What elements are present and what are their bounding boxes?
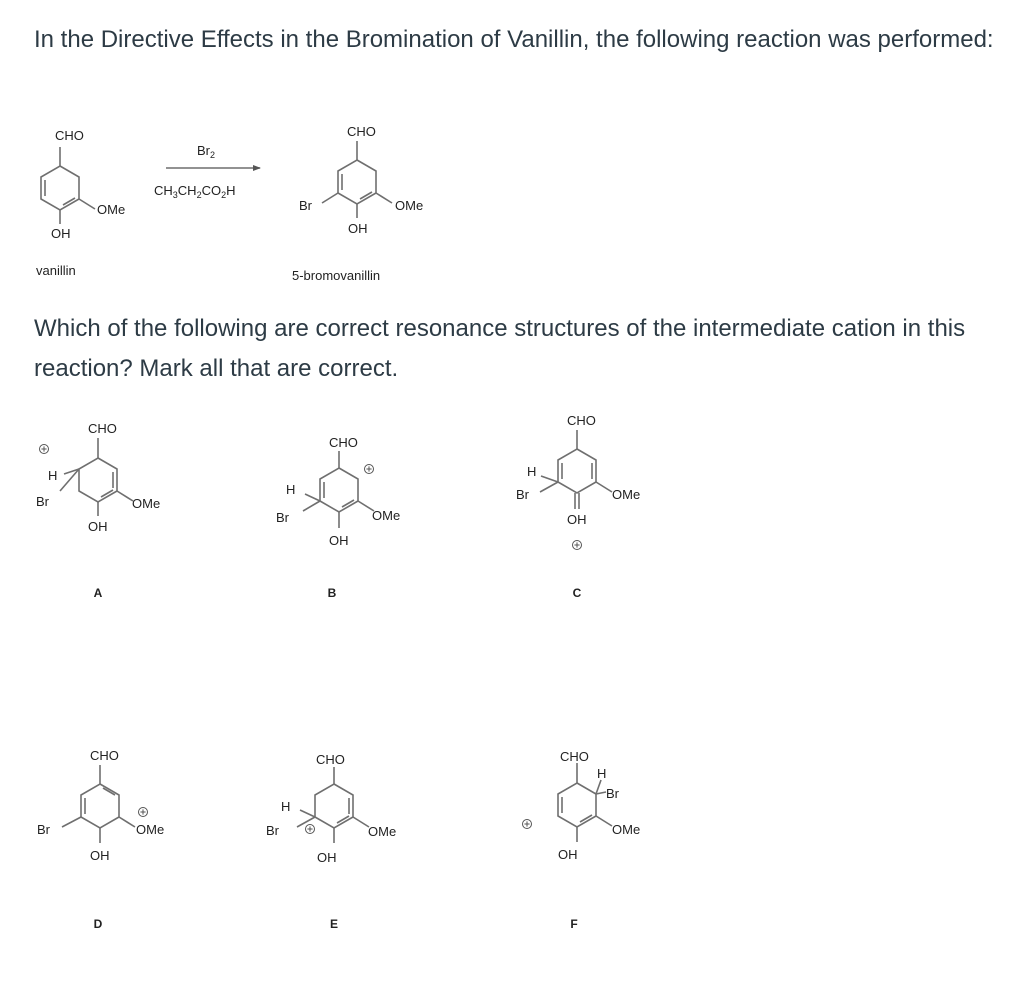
option-b-label: B xyxy=(327,586,337,600)
b-h-label: H xyxy=(286,482,296,497)
product-cho-label: CHO xyxy=(347,124,376,139)
question-intro: In the Directive Effects in the Bromination of Vanillin, the following reaction was performed: xyxy=(34,26,994,53)
c-cho-label: CHO xyxy=(567,413,596,428)
c-ome-label: OMe xyxy=(612,487,641,502)
b-ome-label: OMe xyxy=(372,508,401,523)
solvent-label: $CH_3CH_2CO_2H$ xyxy=(154,183,236,200)
e-ome-label: OMe xyxy=(368,824,397,839)
structure-c xyxy=(516,413,640,550)
c-h-label: H xyxy=(527,464,537,479)
a-oh-label: OH xyxy=(88,519,108,534)
bromovanillin-structure xyxy=(299,124,423,236)
f-h-label: H xyxy=(597,766,607,781)
vanillin-ome-label: OMe xyxy=(97,202,126,217)
structure-e xyxy=(266,752,396,865)
product-br-label: Br xyxy=(299,198,312,213)
structure-f xyxy=(523,749,641,862)
bromovanillin-caption: 5-bromovanillin xyxy=(292,268,381,283)
c-oh-label: OH xyxy=(567,512,587,527)
vanillin-structure xyxy=(41,128,125,241)
d-ome-label: OMe xyxy=(136,822,165,837)
d-oh-label: OH xyxy=(90,848,110,863)
product-ome-label: OMe xyxy=(395,198,424,213)
option-d-label: D xyxy=(93,917,103,931)
b-cho-label: CHO xyxy=(329,435,358,450)
option-a-label: A xyxy=(93,586,103,600)
vanillin-caption: vanillin xyxy=(36,263,76,278)
structure-a xyxy=(36,421,160,534)
question-prompt: Which of the following are correct resonance structures of the intermediate cation in this reaction? Mark all that are correct. xyxy=(34,315,966,382)
e-cho-label: CHO xyxy=(316,752,345,767)
b-br-label: Br xyxy=(276,510,289,525)
structure-d xyxy=(37,748,164,863)
f-br-label: Br xyxy=(606,786,619,801)
product-oh-label: OH xyxy=(348,221,368,236)
option-c-label: C xyxy=(572,586,582,600)
reagent-label: $Br_2$ xyxy=(197,143,216,160)
reaction-arrow xyxy=(154,143,261,200)
a-h-label: H xyxy=(48,468,58,483)
a-cho-label: CHO xyxy=(88,421,117,436)
c-br-label: Br xyxy=(516,487,529,502)
e-oh-label: OH xyxy=(317,850,337,865)
vanillin-oh-label: OH xyxy=(51,226,71,241)
e-br-label: Br xyxy=(266,823,279,838)
e-h-label: H xyxy=(281,799,291,814)
d-br-label: Br xyxy=(37,822,50,837)
f-ome-label: OMe xyxy=(612,822,641,837)
d-cho-label: CHO xyxy=(90,748,119,763)
f-oh-label: OH xyxy=(558,847,578,862)
a-ome-label: OMe xyxy=(132,496,161,511)
option-f-label: F xyxy=(570,917,578,931)
b-oh-label: OH xyxy=(329,533,349,548)
a-br-label: Br xyxy=(36,494,49,509)
option-e-label: E xyxy=(329,917,339,931)
structure-b xyxy=(276,435,400,548)
vanillin-cho-label: CHO xyxy=(55,128,84,143)
f-cho-label: CHO xyxy=(560,749,589,764)
